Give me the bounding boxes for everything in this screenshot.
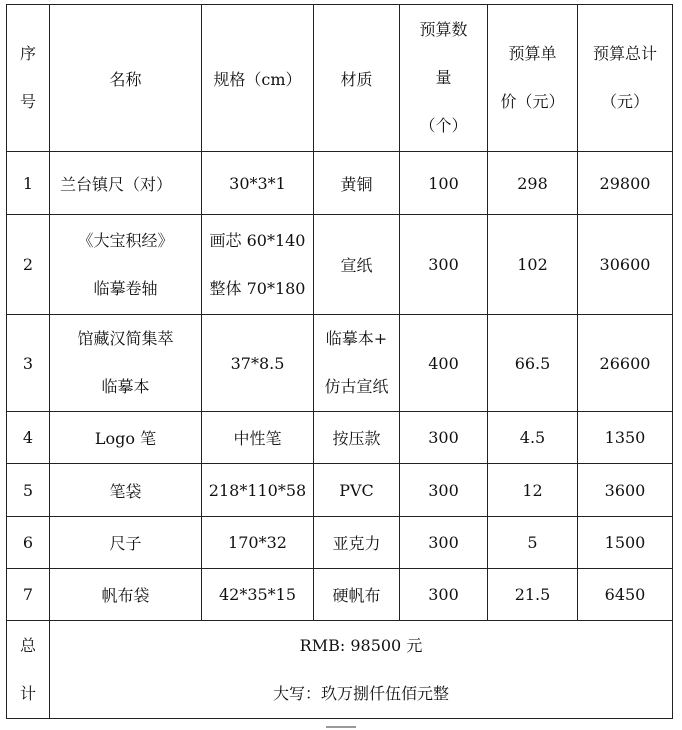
row-spec: 37*8.5	[202, 315, 314, 412]
row-spec: 中性笔	[202, 412, 314, 464]
row-quantity: 400	[400, 315, 488, 412]
row-spec: 30*3*1	[202, 152, 314, 215]
total-amount: RMB: 98500 元	[299, 635, 423, 655]
summary-row	[7, 621, 673, 719]
row-quantity: 300	[400, 569, 488, 621]
row-name: 兰台镇尺（对）	[50, 152, 202, 215]
table-row	[7, 412, 673, 464]
row-name: 尺子	[50, 517, 202, 569]
row-unit-price: 66.5	[488, 315, 578, 412]
table-row	[7, 215, 673, 315]
row-index: 4	[7, 412, 50, 464]
row-material: 硬帆布	[314, 569, 400, 621]
total-amount-in-words: 大写：玖万捌仟伍佰元整	[272, 683, 449, 703]
header-quantity: 预算数 量 （个）	[400, 5, 488, 152]
row-index: 5	[7, 464, 50, 517]
row-unit-price: 102	[488, 215, 578, 315]
row-unit-price: 298	[488, 152, 578, 215]
table-row	[7, 569, 673, 621]
row-quantity: 300	[400, 215, 488, 315]
row-total: 3600	[578, 464, 673, 517]
row-name: Logo 笔	[50, 412, 202, 464]
row-total: 1350	[578, 412, 673, 464]
header-material: 材质	[314, 5, 400, 152]
row-material: 按压款	[314, 412, 400, 464]
row-spec: 218*110*58	[202, 464, 314, 517]
row-spec: 42*35*15	[202, 569, 314, 621]
row-material: PVC	[314, 464, 400, 517]
page-edge-mark	[326, 726, 356, 728]
row-quantity: 300	[400, 517, 488, 569]
header-spec: 规格（cm）	[202, 5, 314, 152]
table-row	[7, 152, 673, 215]
summary-label: 总 计	[7, 621, 50, 719]
row-name: 帆布袋	[50, 569, 202, 621]
row-name: 《大宝积经》 临摹卷轴	[50, 215, 202, 315]
row-unit-price: 21.5	[488, 569, 578, 621]
row-name: 笔袋	[50, 464, 202, 517]
header-row	[7, 5, 673, 152]
table-row	[7, 315, 673, 412]
row-material: 宣纸	[314, 215, 400, 315]
row-total: 30600	[578, 215, 673, 315]
row-total: 26600	[578, 315, 673, 412]
header-unit-price: 预算单 价（元）	[488, 5, 578, 152]
header-index: 序 号	[7, 5, 50, 152]
row-name: 馆藏汉简集萃 临摹本	[50, 315, 202, 412]
row-total: 1500	[578, 517, 673, 569]
row-spec: 画芯 60*140 整体 70*180	[202, 215, 314, 315]
row-material: 黄铜	[314, 152, 400, 215]
row-material: 亚克力	[314, 517, 400, 569]
row-index: 2	[7, 215, 50, 315]
row-spec: 170*32	[202, 517, 314, 569]
row-quantity: 300	[400, 464, 488, 517]
row-index: 7	[7, 569, 50, 621]
row-quantity: 300	[400, 412, 488, 464]
row-total: 29800	[578, 152, 673, 215]
row-unit-price: 4.5	[488, 412, 578, 464]
row-index: 6	[7, 517, 50, 569]
row-index: 3	[7, 315, 50, 412]
header-name: 名称	[50, 5, 202, 152]
row-quantity: 100	[400, 152, 488, 215]
row-total: 6450	[578, 569, 673, 621]
table-row	[7, 464, 673, 517]
table-row	[7, 517, 673, 569]
header-total: 预算总计 （元）	[578, 5, 673, 152]
row-unit-price: 5	[488, 517, 578, 569]
row-unit-price: 12	[488, 464, 578, 517]
row-material: 临摹本+ 仿古宣纸	[314, 315, 400, 412]
budget-table	[6, 4, 673, 719]
summary-value	[50, 621, 673, 719]
row-index: 1	[7, 152, 50, 215]
